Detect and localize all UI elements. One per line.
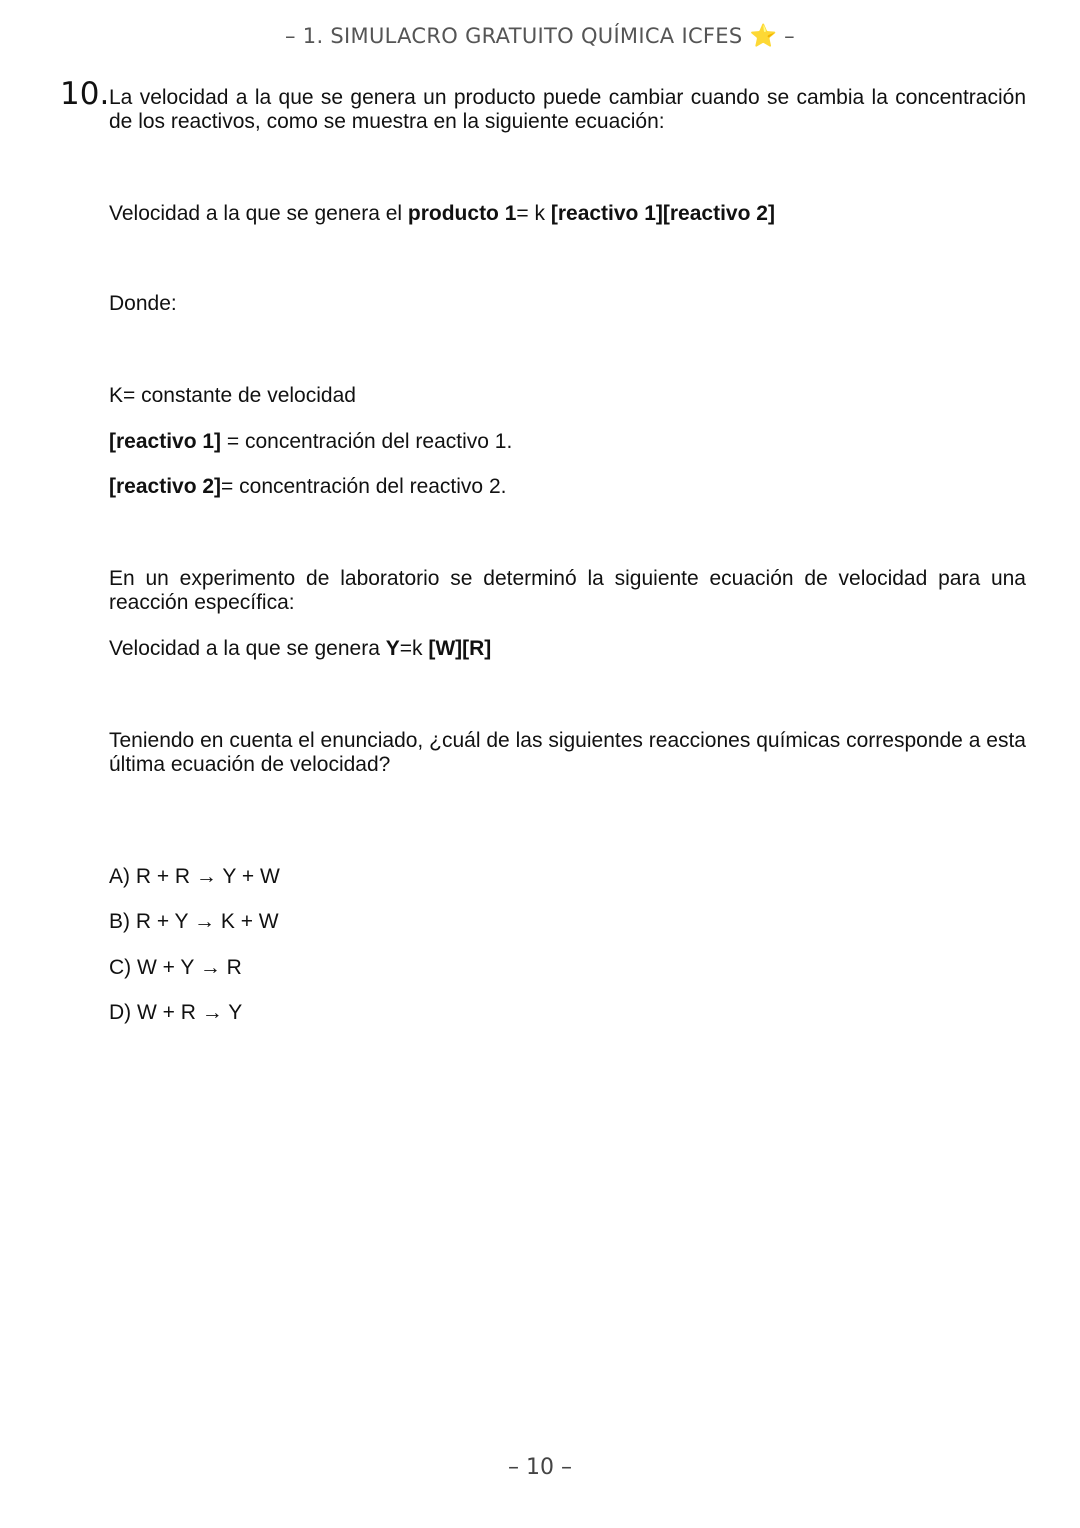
definition-k: K= constante de velocidad [109, 384, 356, 407]
option-c[interactable]: C) W + Y → R [109, 956, 242, 979]
rate-equation-2 [109, 637, 1026, 661]
equation1-reactants: [reactivo 1][reactivo 2] [550, 202, 775, 225]
def-r2-text: = concentración del reactivo 2. [221, 475, 507, 498]
page-header [0, 24, 1080, 49]
equation1-middle: = k [516, 202, 551, 225]
question-number: 10. [60, 76, 110, 112]
question-prompt: Teniendo en cuenta el enunciado, ¿cuál de las siguientes reacciones químicas corresponde a esta última ecuación de velocidad? [109, 729, 1026, 776]
option-d[interactable]: D) W + R → Y [109, 1001, 243, 1024]
equation2-y: Y [385, 637, 400, 660]
header-suffix: – [784, 24, 795, 48]
equation2-middle: =k [399, 637, 429, 660]
option-b[interactable]: B) R + Y → K + W [109, 910, 279, 933]
definition-reactivo-2 [109, 475, 1026, 499]
equation2-wr: [W][R] [428, 637, 492, 660]
equation1-product: producto 1 [407, 202, 517, 225]
def-r1-text: = concentración del reactivo 1. [221, 430, 513, 453]
star-icon: ⭐ [749, 24, 778, 49]
definition-reactivo-1 [109, 430, 1026, 454]
option-a[interactable]: A) R + R → Y + W [109, 865, 280, 888]
def-r1-term: [reactivo 1] [109, 430, 222, 453]
def-r2-term: [reactivo 2] [109, 475, 222, 498]
rate-equation-1 [109, 202, 1026, 226]
equation2-prefix: Velocidad a la que se genera [109, 637, 386, 660]
equation1-prefix: Velocidad a la que se genera el [109, 202, 408, 225]
experiment-text: En un experimento de laboratorio se determinó la siguiente ecuación de velocidad para una reacción específica: [109, 567, 1026, 614]
header-title: – 1. SIMULACRO GRATUITO QUÍMICA ICFES [285, 24, 743, 48]
donde-label: Donde: [109, 292, 177, 315]
question-intro: La velocidad a la que se genera un producto puede cambiar cuando se cambia la concentración de los reactivos, como se muestra en la siguiente ecuación: [109, 86, 1026, 133]
page-number: – 10 – [508, 1455, 572, 1480]
